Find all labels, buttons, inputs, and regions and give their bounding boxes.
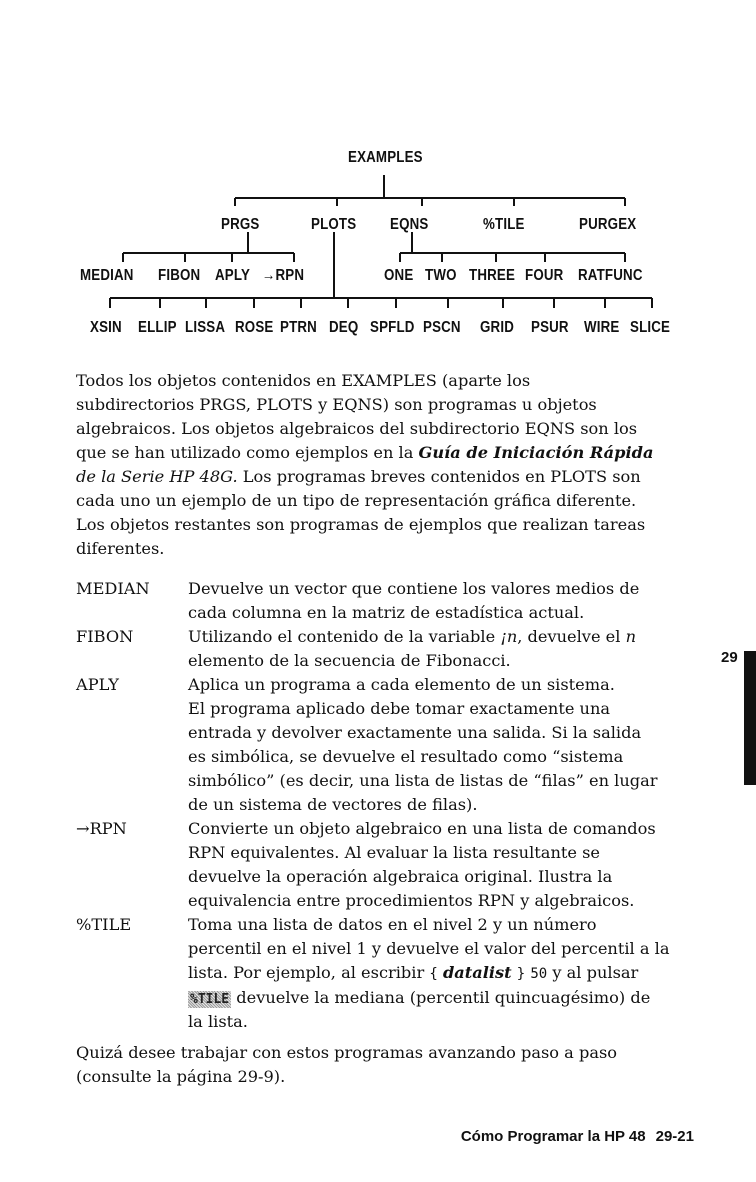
list-close-brace: } <box>516 966 526 982</box>
page-number: 29-21 <box>655 1128 694 1145</box>
text-line: percentil en el nivel 1 y devuelve el valor del percentil a la <box>188 939 670 958</box>
text-line: El programa aplicado debe tomar exactamente una <box>188 699 611 718</box>
text-run: lista. Por ejemplo, al escribir <box>188 963 430 982</box>
definition-desc-fibon <box>188 625 700 673</box>
tree-node-lissa: LISSA <box>185 319 226 336</box>
tree-node-rpn: →RPN <box>262 267 305 284</box>
text-line <box>188 961 700 986</box>
text-run: Utilizando el contenido de la variable <box>188 627 501 646</box>
tree-node-eqns: EQNS <box>390 216 429 233</box>
text-line: elemento de la secuencia de Fibonacci. <box>188 651 511 670</box>
text-run: devuelve la mediana (percentil quincuagésimo) de <box>231 988 651 1007</box>
definition-term-aply: APLY <box>76 675 119 694</box>
tree-node-tile: %TILE <box>483 216 525 233</box>
text-run: y al pulsar <box>547 963 639 982</box>
text-line: (consulte la página 29-9). <box>76 1067 286 1086</box>
page-footer <box>451 1128 694 1145</box>
closing-paragraph <box>76 1041 617 1089</box>
tree-node-fibon: FIBON <box>158 267 201 284</box>
tree-node-three: THREE <box>469 267 516 284</box>
chapter-tab-bar <box>744 651 756 785</box>
intro-paragraph <box>76 369 700 561</box>
text-line: Convierte un objeto algebraico en una lista de comandos <box>188 819 656 838</box>
tree-connector-lines <box>0 0 756 350</box>
footer-title: Cómo Programar la HP 48 <box>460 1128 646 1145</box>
chapter-tab-number: 29 <box>721 649 738 666</box>
text-line: cada uno un ejemplo de un tipo de representación gráfica diferente. <box>76 491 637 510</box>
tree-node-ptrn: PTRN <box>280 319 317 336</box>
definition-desc-median <box>188 577 700 625</box>
definition-desc-tile <box>188 913 700 1034</box>
text-line: de un sistema de vectores de filas). <box>188 795 478 814</box>
text-run: que se han utilizado como ejemplos en la <box>76 443 414 462</box>
definition-term-median: MEDIAN <box>76 579 150 598</box>
number-entry: 50 <box>530 966 548 982</box>
text-line: RPN equivalentes. Al evaluar la lista resultante se <box>188 843 600 862</box>
text-line <box>188 986 700 1010</box>
tree-node-ellip: ELLIP <box>138 319 177 336</box>
datalist-placeholder: datalist <box>442 963 512 982</box>
text-line: diferentes. <box>76 539 165 558</box>
variable-n: n <box>625 627 637 646</box>
text-line: Quizá desee trabajar con estos programas avanzando paso a paso <box>76 1043 618 1062</box>
tree-node-deq: DEQ <box>329 319 359 336</box>
tree-node-xsin: XSIN <box>90 319 122 336</box>
text-line: cada columna en la matriz de estadística actual. <box>188 603 585 622</box>
variable-name: ¡n <box>500 627 518 646</box>
tree-node-spfld: SPFLD <box>370 319 415 336</box>
text-line: Los objetos restantes son programas de ejemplos que realizan tareas <box>76 515 646 534</box>
tree-node-one: ONE <box>384 267 414 284</box>
tree-node-prgs: PRGS <box>221 216 260 233</box>
book-title-part: Guía de Iniciación Rápida <box>418 443 654 462</box>
book-title-part: de la Serie HP 48G. <box>76 467 238 486</box>
definition-term-fibon: FIBON <box>76 627 134 646</box>
tree-node-aply: APLY <box>215 267 251 284</box>
tree-node-plots: PLOTS <box>311 216 357 233</box>
text-run: , devuelve el <box>517 627 626 646</box>
text-line <box>76 441 700 465</box>
tree-node-wire: WIRE <box>584 319 620 336</box>
tree-node-median: MEDIAN <box>80 267 134 284</box>
text-line: algebraicos. Los objetos algebraicos del subdirectorio EQNS son los <box>76 419 638 438</box>
definition-desc-rpn <box>188 817 700 913</box>
text-line <box>188 625 700 649</box>
tree-node-two: TWO <box>425 267 457 284</box>
definition-desc-aply <box>188 673 700 817</box>
text-line: devuelve la operación algebraica original. Ilustra la <box>188 867 613 886</box>
text-line: Aplica un programa a cada elemento de un sistema. <box>188 675 615 694</box>
text-line: Devuelve un vector que contiene los valores medios de <box>188 579 640 598</box>
tree-node-slice: SLICE <box>630 319 671 336</box>
text-line: simbólico” (es decir, una lista de listas de “filas” en lugar <box>188 771 658 790</box>
tree-node-pscn: PSCN <box>423 319 461 336</box>
tree-node-psur: PSUR <box>531 319 569 336</box>
definition-term-rpn: →RPN <box>76 819 127 838</box>
tree-node-four: FOUR <box>525 267 564 284</box>
tile-softkey: %TILE <box>190 992 230 1007</box>
text-line: subdirectorios PRGS, PLOTS y EQNS) son programas u objetos <box>76 395 597 414</box>
text-line: entrada y devolver exactamente una salida. Si la salida <box>188 723 642 742</box>
text-line: la lista. <box>188 1012 248 1031</box>
tree-node-root: EXAMPLES <box>348 149 423 166</box>
list-open-brace: { <box>429 966 438 982</box>
text-line: Toma una lista de datos en el nivel 2 y un número <box>188 915 597 934</box>
text-line: es simbólica, se devuelve el resultado como “sistema <box>188 747 624 766</box>
text-line: equivalencia entre procedimientos RPN y algebraicos. <box>188 891 635 910</box>
tree-node-rose: ROSE <box>235 319 274 336</box>
text-line <box>76 465 700 489</box>
definition-term-tile: %TILE <box>76 915 132 934</box>
tree-node-purgex: PURGEX <box>579 216 637 233</box>
directory-tree-diagram <box>0 0 756 350</box>
text-run: Los programas breves contenidos en PLOTS son <box>237 467 641 486</box>
tree-node-grid: GRID <box>480 319 515 336</box>
text-line: Todos los objetos contenidos en EXAMPLES (aparte los <box>76 371 531 390</box>
tree-node-ratfunc: RATFUNC <box>578 267 643 284</box>
